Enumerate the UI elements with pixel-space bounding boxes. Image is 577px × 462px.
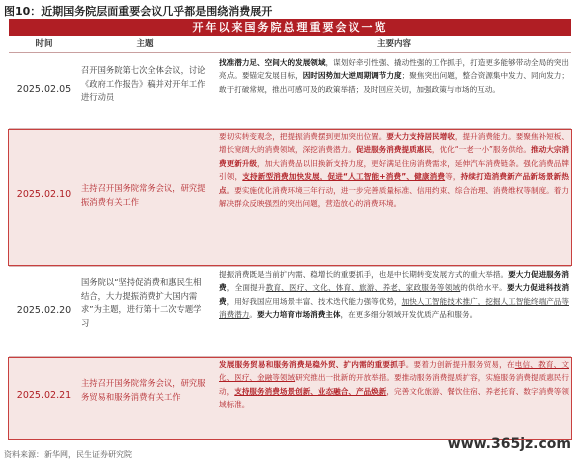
header-time: 时间 bbox=[35, 39, 53, 49]
table-title-banner: 开年以来国务院总理重要会议一览 bbox=[9, 19, 571, 36]
content-segment: ，加大消费品以旧换新支持力度，更好满足住房消费需求，延伸汽车消费链条。强化消费品牌引领， bbox=[219, 158, 569, 182]
row-date: 2025.02.20 bbox=[16, 305, 72, 316]
table-row bbox=[9, 55, 571, 127]
row-date: 2025.02.05 bbox=[16, 84, 72, 95]
row-content bbox=[219, 56, 569, 96]
content-segment: ，优化“一老一小”服务供给。 bbox=[431, 145, 532, 155]
row-topic: 主持召开国务院常务会议，研究服务贸易和服务消费有关工作 bbox=[81, 378, 206, 402]
row-topic: 召开国务院第七次全体会议，讨论《政府工作报告》稿并对开年工作进行动员 bbox=[81, 65, 206, 102]
content-segment: ，提升消费能力。要聚焦补短板、增长宽阔大的消费领域，深挖消费潜力。 bbox=[219, 132, 570, 155]
row-topic: 主持召开国务院常务会议，研究提振消费有关工作 bbox=[81, 183, 206, 207]
content-segment: 研究推出一批新的开放举措。要推动服务消费提质扩容，实施服务消费提质惠民行动， bbox=[219, 373, 569, 396]
row-content bbox=[219, 268, 569, 322]
watermark: www.365jz.com bbox=[447, 436, 571, 452]
content-segment: 找准潜力足、空间大的发展领域 bbox=[219, 58, 326, 67]
table-row bbox=[9, 267, 571, 355]
content-segment: 。 bbox=[249, 310, 257, 320]
content-segment: 加快人工智能技术推广，挖掘人工智能终端产品等消费潜力 bbox=[219, 296, 570, 320]
content-segment: 要切实转变观念，把提振消费摆到更加突出位置。 bbox=[219, 132, 387, 141]
content-segment: 要大力促进服务消费 bbox=[219, 270, 569, 293]
highlight-box bbox=[8, 129, 572, 266]
content-segment: 推动大宗消费更新升级 bbox=[219, 145, 570, 168]
row-topic: 国务院以“坚持促消费和惠民生相结合，大力提振消费扩大国内需求”为主题，进行第十二次专题学习 bbox=[81, 277, 202, 328]
content-segment: ，用好我国应用场景丰富、技术迭代能力强等优势， bbox=[226, 296, 402, 306]
content-segment: 等， bbox=[445, 172, 461, 182]
content-segment: ，完善文化旅游、餐饮住宿、养老托育、数字消费等领域标准。 bbox=[219, 386, 570, 410]
content-segment: 持续打造消费新产品新场景新热点 bbox=[219, 172, 570, 195]
content-segment: 因时因势加大逆周期调节力度 bbox=[302, 71, 402, 81]
content-segment: 支持服务消费场景创新、业态融合、产品焕新 bbox=[234, 386, 387, 396]
content-segment: ，谋划好牵引性强、撬动性强的工作抓手，打造更多能够带动全局的突出亮点。要锚定发展目标， bbox=[219, 58, 570, 81]
header-divider bbox=[9, 52, 571, 53]
highlight-box bbox=[8, 357, 572, 440]
content-segment: ，在更多细分领域开发优质产品和服务。 bbox=[340, 310, 478, 320]
content-segment: 要大力促进科技消费 bbox=[219, 283, 570, 306]
content-segment: 提振消费既是当前扩内需、稳增长的重要抓手，也是中长期转变发展方式的重大举措。 bbox=[219, 270, 509, 279]
row-date: 2025.02.21 bbox=[16, 390, 72, 401]
content-segment: 支持新型消费加快发展，促进“人工智能+消费”、健康消费 bbox=[242, 172, 446, 182]
content-segment: 促进服务消费提质惠民 bbox=[355, 145, 432, 155]
row-date: 2025.02.10 bbox=[16, 189, 72, 200]
content-segment: ；聚焦突出问题，整合资源集中发力、同向发力；敢于打破常规，推出可感可及的政策举措；及时回应关切，加强政策与市场的互动。 bbox=[219, 71, 570, 94]
content-segment: 。要着力创新提升服务贸易，在 bbox=[405, 360, 515, 369]
content-segment: ，全面提升 bbox=[226, 283, 266, 293]
header-topic: 主题 bbox=[136, 39, 154, 49]
content-segment: 要大力支持居民增收 bbox=[386, 132, 455, 141]
content-segment: 。要实施优化消费环境三年行动，进一步完善质量标准、信用约束、综合治理、消费维权等制度。着力解决群众反映强烈的突出问题，营造放心的消费环境。 bbox=[219, 185, 569, 209]
content-segment: 教育、医疗、文化、体育、旅游、养老、家政服务等领域 bbox=[265, 283, 461, 293]
content-segment: 要大力培育市场消费主体 bbox=[256, 310, 341, 320]
header-content: 主要内容 bbox=[376, 39, 411, 49]
figure-title: 图10：近期国务院层面重要会议几乎都是围绕消费展开 bbox=[4, 5, 273, 18]
content-segment: 电信、教育、文化、医疗、金融等领域 bbox=[219, 360, 570, 383]
content-segment: 的供给水平。 bbox=[460, 283, 507, 293]
content-segment: 发展服务贸易和服务消费是稳外贸、扩内需的重要抓手 bbox=[219, 360, 406, 369]
source-note: 资料来源：新华网，民生证券研究院 bbox=[4, 450, 132, 459]
